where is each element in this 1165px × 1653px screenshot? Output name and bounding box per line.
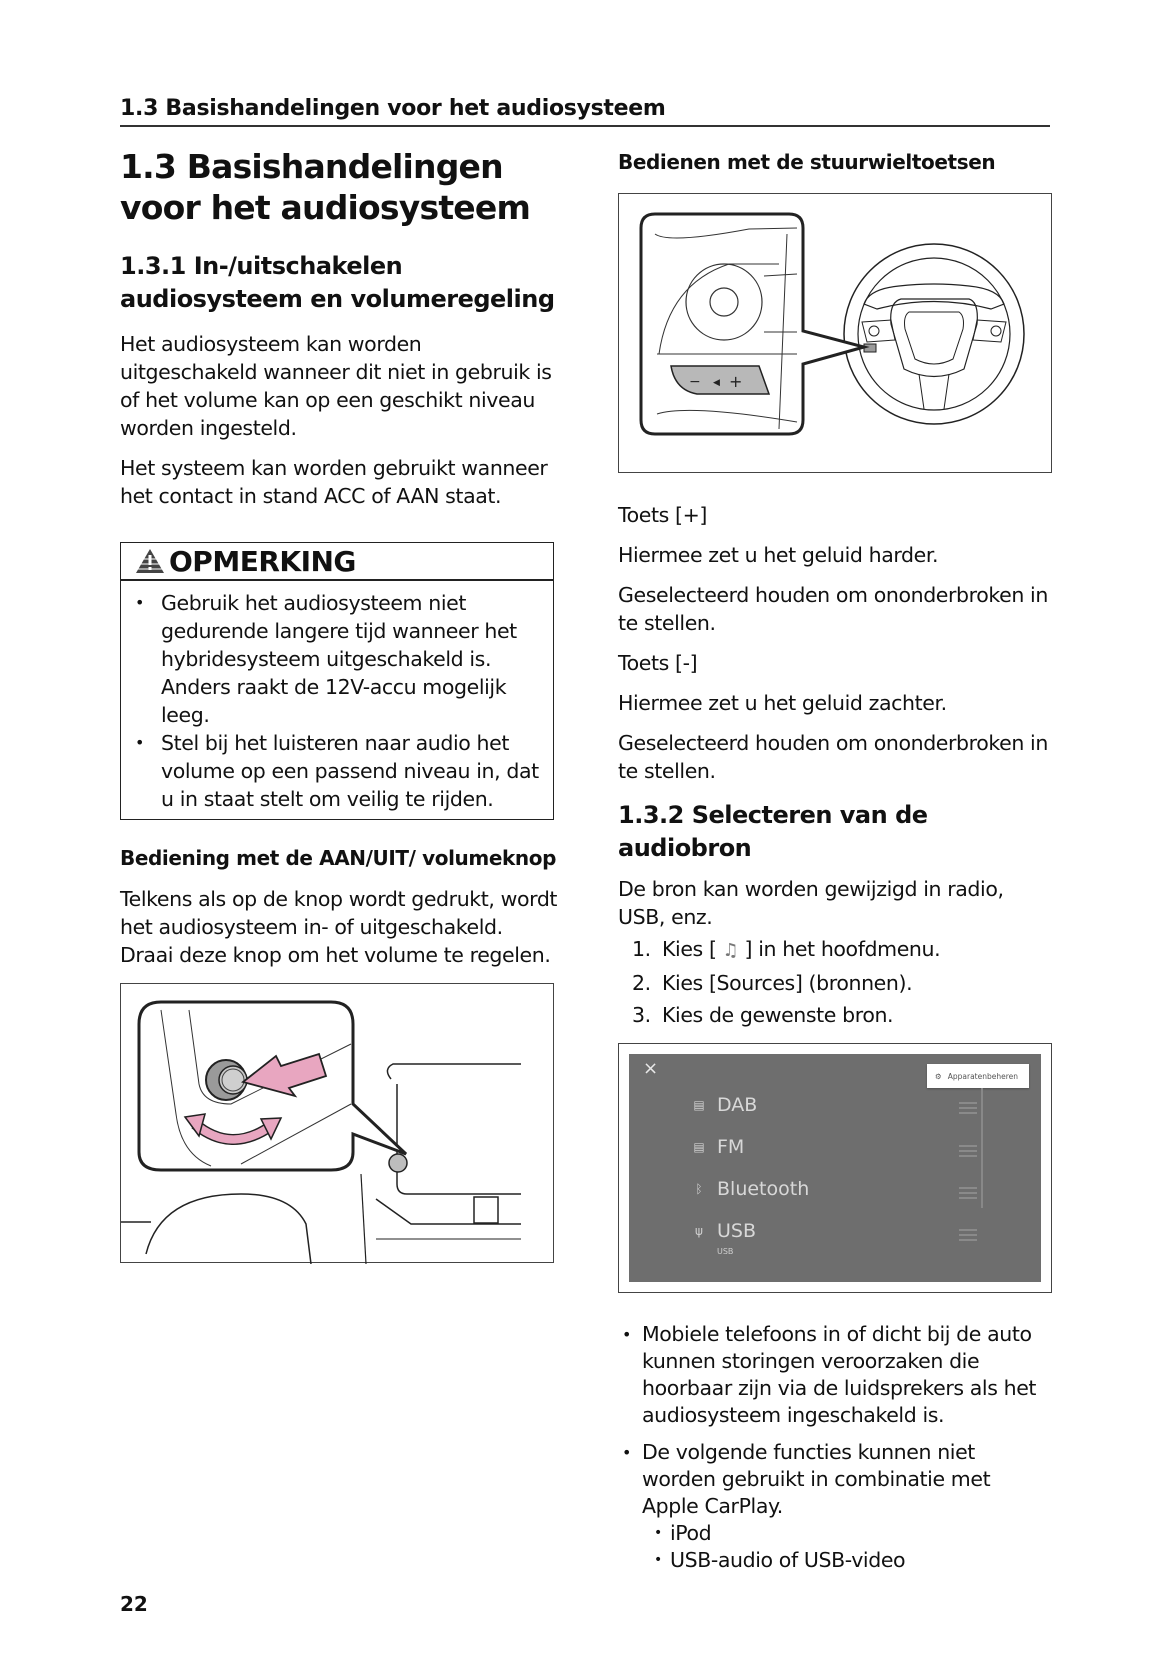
- page-title: 1.3 Basishandelingen voor het audiosysteem: [120, 147, 531, 227]
- power-volume-knob-illustration: [120, 983, 554, 1263]
- notice-item: • Stel bij het luisteren naar audio het volume op een passend niveau in, dat u in staat stelt om veilig te rijden.: [131, 729, 543, 813]
- device-manager-button[interactable]: [927, 1064, 1029, 1088]
- radio-icon: ▤: [693, 1098, 705, 1112]
- right-column: [618, 148, 1050, 1584]
- notice-title: OPMERKING: [169, 544, 356, 578]
- knob-text: Telkens als op de knop wordt gedrukt, wordt het audiosysteem in- of uitgeschakeld. Draai deze knop om het volume te regelen.: [120, 887, 558, 967]
- section-heading-1-3-1: 1.3.1 In-/uitschakelen audiosysteem en volumeregeling: [120, 252, 555, 313]
- page-number: 22: [120, 1592, 148, 1616]
- steering-wheel-drawing: [619, 194, 1053, 474]
- step-item: 2. Kies [Sources] (bronnen).: [632, 971, 913, 995]
- scrollbar[interactable]: [981, 1088, 983, 1208]
- left-column: [120, 146, 560, 1263]
- volume-up-label: Toets [+]: [618, 503, 708, 527]
- source-item-fm[interactable]: ▤ FM: [689, 1136, 969, 1158]
- volume-buttons-highlight: [671, 366, 769, 394]
- speaker-icon: ◀: [713, 378, 720, 388]
- drag-handle-icon[interactable]: [959, 1187, 977, 1201]
- wheel-heading: Bedienen met de stuurwieltoetsen: [618, 150, 996, 174]
- sources-screen: [629, 1054, 1041, 1282]
- volume-up-hold: Geselecteerd houden om ononderbroken in te stellen.: [618, 583, 1048, 635]
- source-intro: De bron kan worden gewijzigd in radio, USB, enz.: [618, 877, 1004, 929]
- excluded-item: • USB-audio of USB-video: [642, 1547, 1050, 1574]
- step-item: 3. Kies de gewenste bron.: [632, 1003, 894, 1027]
- notice-header: [121, 543, 553, 581]
- close-icon[interactable]: ×: [643, 1058, 659, 1079]
- volume-down-label: Toets [-]: [618, 651, 698, 675]
- volume-down-desc: Hiermee zet u het geluid zachter.: [618, 691, 947, 715]
- usage-paragraph: Het systeem kan worden gebruikt wanneer het contact in stand ACC of AAN staat.: [120, 456, 548, 508]
- notice-list: [121, 581, 553, 819]
- plus-button-label: +: [729, 372, 743, 391]
- device-manager-label: Apparatenbeheren: [947, 1071, 1018, 1081]
- warning-triangle-icon: [135, 548, 165, 574]
- notice-box: [120, 542, 554, 820]
- volume-down-hold: Geselecteerd houden om ononderbroken in te stellen.: [618, 731, 1048, 783]
- section-heading-1-3-2: 1.3.2 Selecteren van de audiobron: [618, 801, 928, 862]
- usb-icon: ψ: [695, 1224, 703, 1238]
- source-steps: [618, 933, 1050, 1031]
- drag-handle-icon[interactable]: [959, 1229, 977, 1243]
- volume-up-desc: Hiermee zet u het geluid harder.: [618, 543, 939, 567]
- notice-item: • Gebruik het audiosysteem niet gedurende langere tijd wanneer het hybridesysteem uitgeschakeld is. Anders raakt de 12V-accu mogelijk leeg.: [131, 589, 543, 729]
- excluded-item: • iPod: [642, 1520, 1050, 1547]
- running-header: 1.3 Basishandelingen voor het audiosysteem: [120, 96, 1050, 127]
- bluetooth-icon: ᛒ: [695, 1182, 703, 1196]
- carplay-excluded-list: [642, 1520, 1050, 1574]
- gear-icon: ⚙: [935, 1071, 942, 1081]
- step-item: 1. Kies [ ♫ ] in het hoofdmenu.: [632, 937, 941, 961]
- radio-icon: ▤: [693, 1140, 705, 1154]
- source-item-bluetooth[interactable]: ᛒ Bluetooth: [689, 1178, 969, 1200]
- sources-screen-figure: [618, 1043, 1052, 1293]
- note-item: • Mobiele telefoons in of dicht bij de auto kunnen storingen veroorzaken die hoorbaar zijn via de luidsprekers als het audiosysteem ingeschakeld is.: [618, 1321, 1050, 1429]
- dashboard-knob-drawing: [121, 984, 555, 1264]
- notes-list: [618, 1321, 1050, 1574]
- steering-wheel-illustration: [618, 193, 1052, 473]
- music-note-icon: ♫: [722, 940, 739, 961]
- drag-handle-icon[interactable]: [959, 1145, 977, 1159]
- minus-button-label: −: [689, 374, 701, 390]
- drag-handle-icon[interactable]: [959, 1102, 977, 1116]
- source-item-dab[interactable]: ▤ DAB: [689, 1094, 969, 1116]
- usb-sublabel: USB: [717, 1247, 734, 1256]
- note-item: • De volgende functies kunnen niet worden gebruikt in combinatie met Apple CarPlay. • iPod • USB-audio of USB-video: [618, 1439, 1050, 1574]
- knob-heading: Bediening met de AAN/UIT/ volumeknop: [120, 846, 556, 870]
- intro-paragraph: Het audiosysteem kan worden uitgeschakeld wanneer dit niet in gebruik is of het volume kan op een geschikt niveau worden ingesteld.: [120, 332, 552, 440]
- source-item-usb[interactable]: ψ USB: [689, 1220, 969, 1242]
